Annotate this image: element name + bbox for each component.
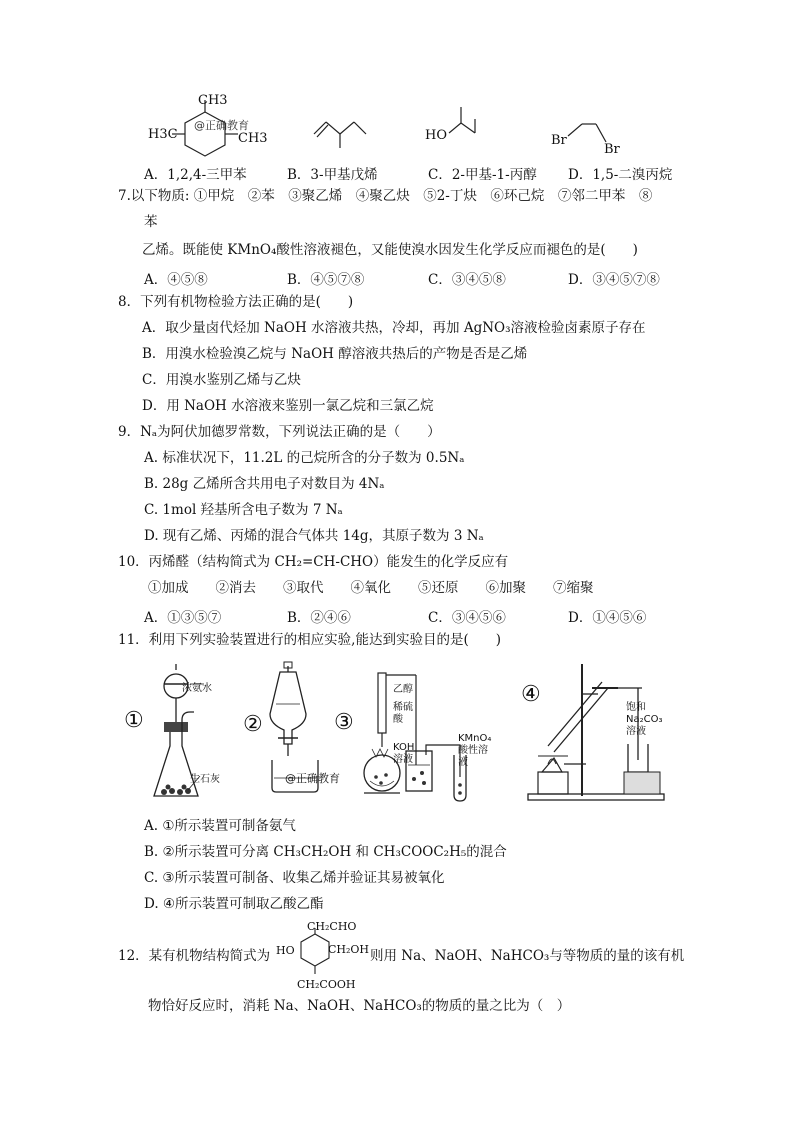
watermark: @正确教育 (194, 119, 249, 132)
s4-br-right: Br (604, 142, 620, 157)
q12-stem-pre: 12．某有机物结构简式为 (118, 948, 271, 964)
q9-option-b[interactable]: B. 28g 乙烯所含共用电子对数目为 4Nₐ (144, 476, 385, 492)
label-koh: KOH溶液 (393, 742, 415, 765)
apparatus-1-number: ① (124, 708, 144, 733)
apparatus-2-sep-funnel (262, 660, 342, 810)
q12-stem-post: 则用 Na、NaOH、NaHCO₃与等物质的量的该有机 (370, 948, 685, 964)
apparatus-4-number: ④ (521, 682, 541, 707)
s4-br-left: Br (551, 133, 567, 148)
label-kmno4: KMnO₄酸性溶液 (458, 733, 492, 768)
q7-stem-line1b: 苯 (144, 214, 158, 230)
q7-stem-line1: 7.以下物质: ①甲烷 ②苯 ③聚乙烯 ④聚乙炔 ⑤2-丁炔 ⑥环己烷 ⑦邻二甲苯 ⑧ (118, 188, 653, 204)
q11-option-a[interactable]: A. ①所示装置可制备氨气 (144, 818, 296, 834)
apparatus-watermark: @正确教育 (285, 772, 340, 785)
s1-ch3-right: CH3 (238, 131, 268, 146)
s1-ch3-top: CH3 (198, 93, 228, 108)
q11-option-c[interactable]: C. ③所示装置可制备、收集乙烯并验证其易被氧化 (144, 870, 445, 886)
q10-reactions: ①加成 ②消去 ③取代 ④氧化 ⑤还原 ⑥加聚 ⑦缩聚 (148, 580, 594, 596)
q8-option-c[interactable]: C．用溴水鉴别乙烯与乙炔 (142, 372, 301, 388)
q12-struct-ch2oh: CH₂OH (328, 943, 370, 956)
q7-option-c[interactable]: C．③④⑤⑧ (428, 272, 506, 288)
structure-methylpentene (312, 112, 372, 152)
label-dilute-acid: 稀硫酸 (393, 702, 413, 725)
q10-option-a[interactable]: A．①③⑤⑦ (144, 610, 222, 626)
s1-h3c: H3C (148, 127, 178, 142)
q12-struct-cooh: CH₂COOH (297, 978, 356, 991)
q8-option-b[interactable]: B．用溴水检验溴乙烷与 NaOH 醇溶液共热后的产物是否是乙烯 (142, 346, 528, 362)
s3-ho: HO (425, 128, 447, 143)
q9-option-c[interactable]: C. 1mol 羟基所含电子数为 7 Nₐ (144, 502, 343, 518)
q12-stem-line2: 物恰好反应时，消耗 Na、NaOH、NaHCO₃的物质的量之比为（ ） (148, 998, 571, 1014)
q7-option-b[interactable]: B．④⑤⑦⑧ (287, 272, 365, 288)
q9-option-a[interactable]: A. 标准状况下，11.2L 的己烷所含的分子数为 0.5Nₐ (144, 450, 465, 466)
label-na2co3: 饱和Na₂CO₃溶液 (626, 702, 663, 737)
q11-option-b[interactable]: B. ②所示装置可分离 CH₃CH₂OH 和 CH₃COOC₂H₅的混合 (144, 844, 507, 860)
q8-option-d[interactable]: D．用 NaOH 水溶液来鉴别一氯乙烷和三氯乙烷 (142, 398, 434, 414)
q12-struct-cho: CH₂CHO (307, 920, 357, 933)
q11-stem: 11．利用下列实验装置进行的相应实验,能达到实验目的是( ) (118, 632, 502, 648)
q11-option-d[interactable]: D. ④所示装置可制取乙酸乙酯 (144, 896, 324, 912)
q10-option-b[interactable]: B．②④⑥ (287, 610, 351, 626)
q7-option-a[interactable]: A．④⑤⑧ (144, 272, 208, 288)
label-ethanol: 乙醇 (393, 684, 413, 695)
q9-option-d[interactable]: D. 现有乙烯、丙烯的混合气体共 14g，其原子数为 3 Nₐ (144, 528, 484, 544)
q12-struct-ho: HO (276, 944, 295, 957)
q8-option-a[interactable]: A．取少量卤代烃加 NaOH 水溶液共热，冷却，再加 AgNO₃溶液检验卤素原子存在 (142, 320, 646, 336)
q10-option-c[interactable]: C．③④⑤⑥ (428, 610, 506, 626)
label-quicklime: 生石灰 (190, 774, 220, 785)
apparatus-3-number: ③ (334, 710, 354, 735)
q6-option-b[interactable]: B．3-甲基戊烯 (287, 167, 378, 183)
q7-option-d[interactable]: D．③④⑤⑦⑧ (568, 272, 660, 288)
structure-methylpropanol (447, 103, 497, 143)
q10-stem: 10．丙烯醛（结构简式为 CH₂=CH-CHO）能发生的化学反应有 (118, 554, 509, 570)
apparatus-2-number: ② (243, 712, 263, 737)
q6-option-c[interactable]: C．2-甲基-1-丙醇 (428, 167, 537, 183)
q9-stem: 9．Nₐ为阿伏加德罗常数，下列说法正确的是（ ） (118, 424, 441, 440)
q6-option-a[interactable]: A．1,2,4-三甲苯 (144, 167, 247, 183)
q6-option-d[interactable]: D．1,5-二溴丙烷 (568, 167, 673, 183)
q10-option-d[interactable]: D．①④⑤⑥ (568, 610, 647, 626)
q8-stem: 8．下列有机物检验方法正确的是( ) (118, 294, 354, 310)
q7-stem-line2: 乙烯。既能使 KMnO₄酸性溶液褪色，又能使溴水因发生化学反应而褪色的是( ) (142, 242, 638, 258)
label-conc-ammonia: 浓氨水 (182, 683, 212, 694)
